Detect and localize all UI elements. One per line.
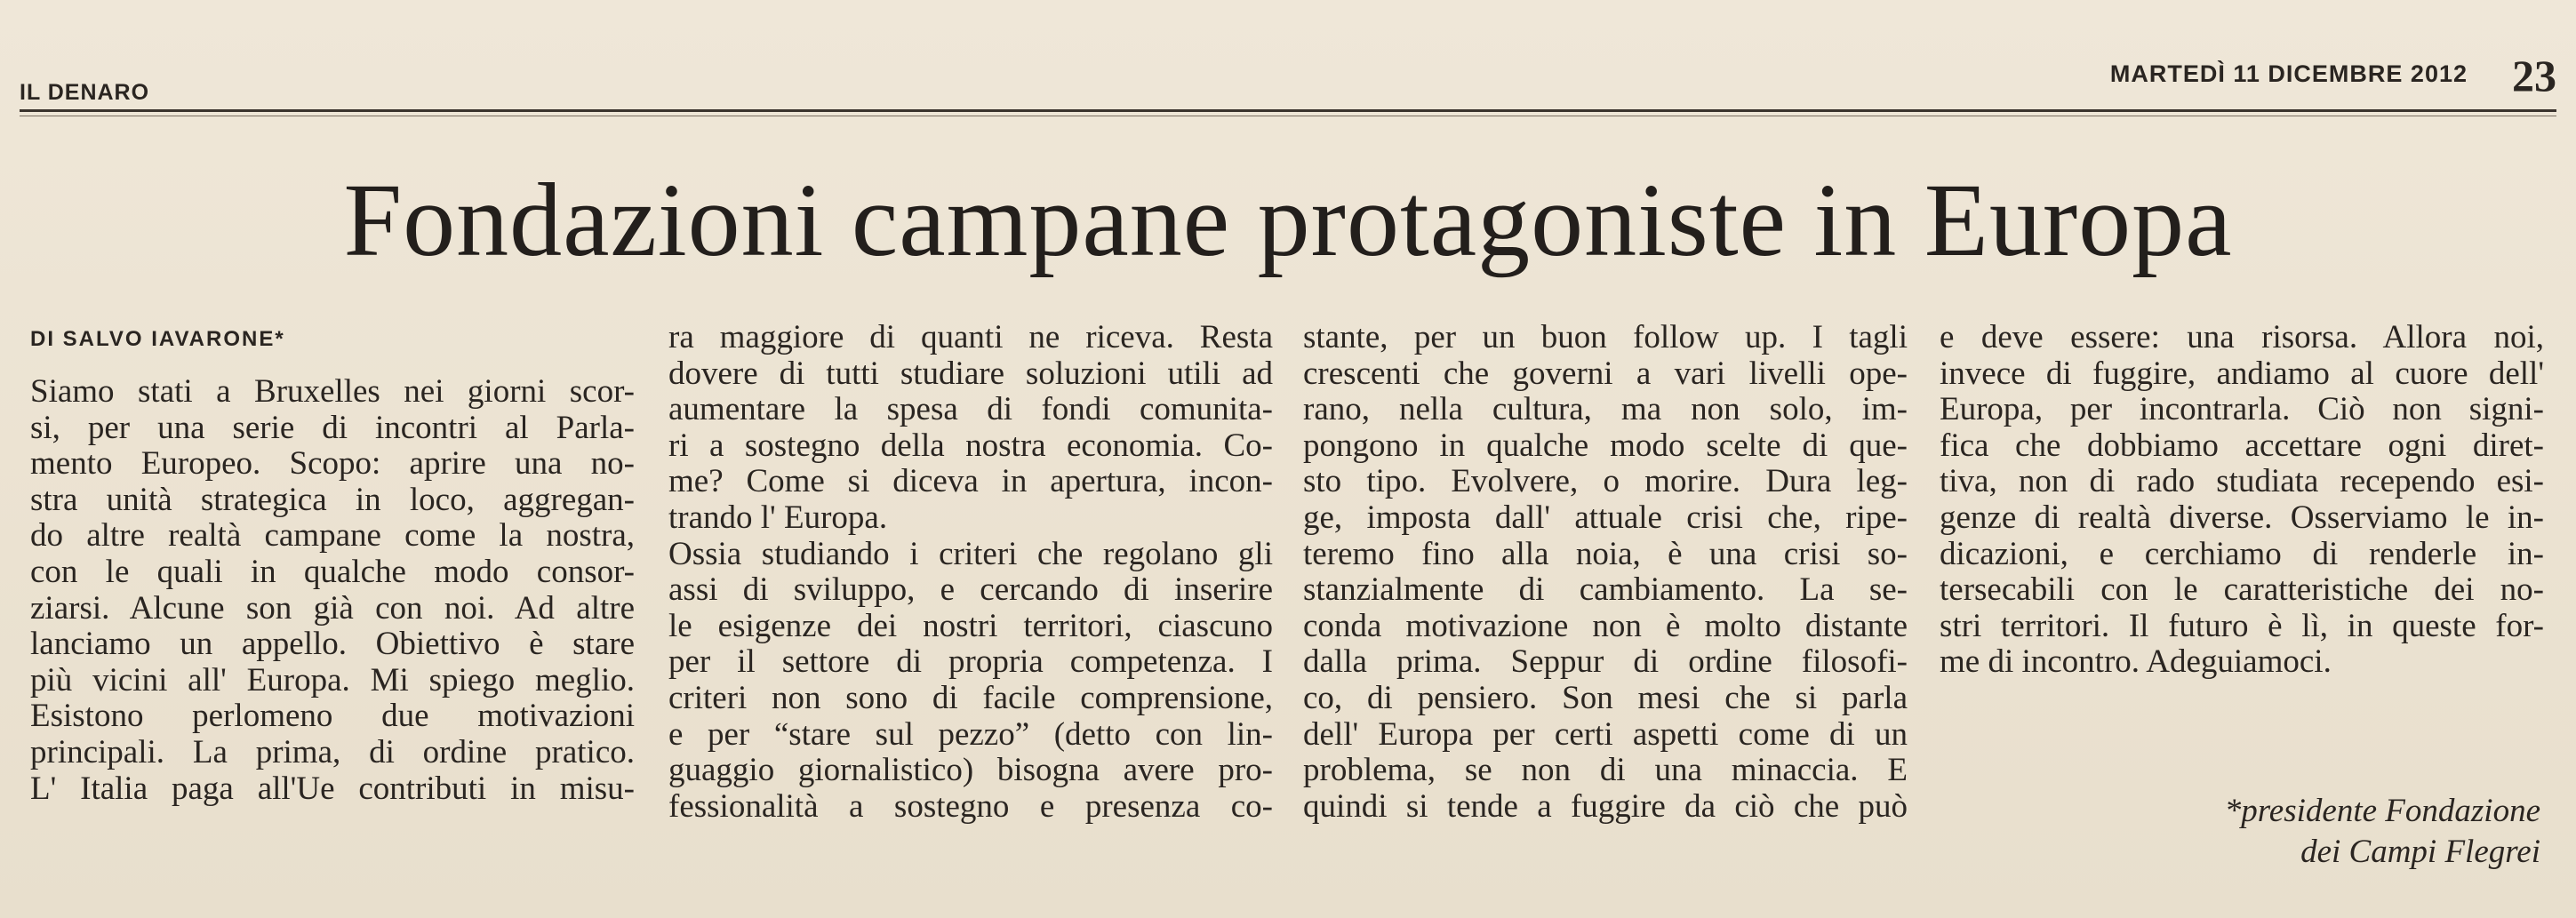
text-line: genze di realtà diverse. Osserviamo le in- bbox=[1940, 499, 2544, 536]
signature-line: *presidente Fondazione bbox=[2224, 793, 2540, 829]
text-line: ri a sostegno della nostra economia. Co- bbox=[668, 427, 1273, 464]
text-line: problema, se non di una minaccia. E bbox=[1303, 752, 1908, 789]
text-line: dovere di tutti studiare soluzioni utili ad bbox=[668, 355, 1273, 392]
text-line: rano, nella cultura, ma non solo, im- bbox=[1303, 391, 1908, 428]
text-line: me di incontro. Adeguiamoci. bbox=[1940, 643, 2332, 681]
page-number: 23 bbox=[2512, 51, 2556, 100]
text-line: ra maggiore di quanti ne riceva. Resta bbox=[668, 319, 1273, 355]
text-line: stante, per un buon follow up. I tagli bbox=[1303, 319, 1908, 355]
text-line: tiva, non di rado studiata recependo esi- bbox=[1940, 463, 2544, 500]
text-line: aumentare la spesa di fondi comunita- bbox=[668, 391, 1273, 428]
signature-line: dei Campi Flegrei bbox=[2300, 834, 2540, 870]
text-line: mento Europeo. Scopo: aprire una no- bbox=[30, 445, 635, 483]
text-line: Europa, per incontrarla. Ciò non signi- bbox=[1940, 391, 2544, 428]
text-line: più vicini all' Europa. Mi spiego meglio. bbox=[30, 661, 635, 698]
article-byline: DI SALVO IAVARONE* bbox=[30, 327, 285, 351]
text-line: assi di sviluppo, e cercando di inserire bbox=[668, 571, 1273, 609]
text-line: con le quali in qualche modo consor- bbox=[30, 553, 635, 590]
text-line: co, di pensiero. Son mesi che si parla bbox=[1303, 679, 1908, 716]
issue-date: MARTEDÌ 11 DICEMBRE 2012 bbox=[2109, 60, 2468, 87]
text-line: trando l' Europa. bbox=[668, 499, 888, 536]
text-line: ziarsi. Alcune son già con noi. Ad altre bbox=[30, 589, 635, 627]
author-signature bbox=[2225, 791, 2540, 873]
text-line: principali. La prima, di ordine pratico. bbox=[30, 733, 635, 770]
text-line: lanciamo un appello. Obiettivo è stare bbox=[30, 626, 635, 663]
masthead-rule bbox=[20, 109, 2556, 112]
newspaper-name: IL DENARO bbox=[20, 80, 150, 105]
text-line: e per “stare sul pezzo” (detto con lin- bbox=[668, 715, 1273, 753]
text-line: stra unità strategica in loco, aggregan- bbox=[30, 481, 635, 518]
article-column-4 bbox=[1940, 320, 2544, 681]
text-line: e deve essere: una risorsa. Allora noi, bbox=[1940, 319, 2544, 355]
text-line: stri territori. Il futuro è lì, in queste for- bbox=[1940, 607, 2544, 644]
article-column-1 bbox=[30, 374, 635, 807]
text-line: quindi si tende a fuggire da ciò che può bbox=[1303, 787, 1908, 825]
text-line: L' Italia paga all'Ue contributi in misu- bbox=[30, 770, 635, 807]
text-line: tersecabili con le caratteristiche dei no- bbox=[1940, 571, 2544, 609]
text-line: do altre realtà campane come la nostra, bbox=[30, 517, 635, 555]
text-line: teremo fino alla noia, è una crisi so- bbox=[1303, 535, 1908, 572]
text-line: fica che dobbiamo accettare ogni diret- bbox=[1940, 427, 2544, 464]
text-line: dalla prima. Seppur di ordine filosofi- bbox=[1303, 643, 1908, 681]
text-line: si, per una serie di incontri al Parla- bbox=[30, 409, 635, 446]
text-line: stanzialmente di cambiamento. La se- bbox=[1303, 571, 1908, 609]
text-line: ge, imposta dall' attuale crisi che, ripe- bbox=[1303, 499, 1908, 536]
text-line: pongono in qualche modo scelte di que- bbox=[1303, 427, 1908, 464]
text-line: Siamo stati a Bruxelles nei giorni scor- bbox=[30, 373, 635, 410]
text-line: per il settore di propria competenza. I bbox=[668, 643, 1273, 681]
text-line: me? Come si diceva in apertura, incon- bbox=[668, 463, 1273, 500]
text-line: crescenti che governi a vari livelli ope- bbox=[1303, 355, 1908, 392]
masthead bbox=[20, 50, 2556, 107]
text-line: fessionalità a sostegno e presenza co- bbox=[668, 787, 1273, 825]
text-line: dell' Europa per certi aspetti come di un bbox=[1303, 715, 1908, 753]
article-column-3 bbox=[1303, 320, 1908, 825]
text-line: guaggio giornalistico) bisogna avere pro- bbox=[668, 752, 1273, 789]
text-line: conda motivazione non è molto distante bbox=[1303, 607, 1908, 644]
text-line: sto tipo. Evolvere, o morire. Dura leg- bbox=[1303, 463, 1908, 500]
text-line: criteri non sono di facile comprensione, bbox=[668, 679, 1273, 716]
text-line: Ossia studiando i criteri che regolano gli bbox=[668, 535, 1273, 572]
article-column-2 bbox=[668, 320, 1273, 825]
text-line: invece di fuggire, andiamo al cuore dell' bbox=[1940, 355, 2544, 392]
text-line: dicazioni, e cerchiamo di renderle in- bbox=[1940, 535, 2544, 572]
text-line: le esigenze dei nostri territori, ciascuno bbox=[668, 607, 1273, 644]
text-line: Esistono perlomeno due motivazioni bbox=[30, 698, 635, 735]
article-headline: Fondazioni campane protagoniste in Europa bbox=[343, 162, 2233, 278]
